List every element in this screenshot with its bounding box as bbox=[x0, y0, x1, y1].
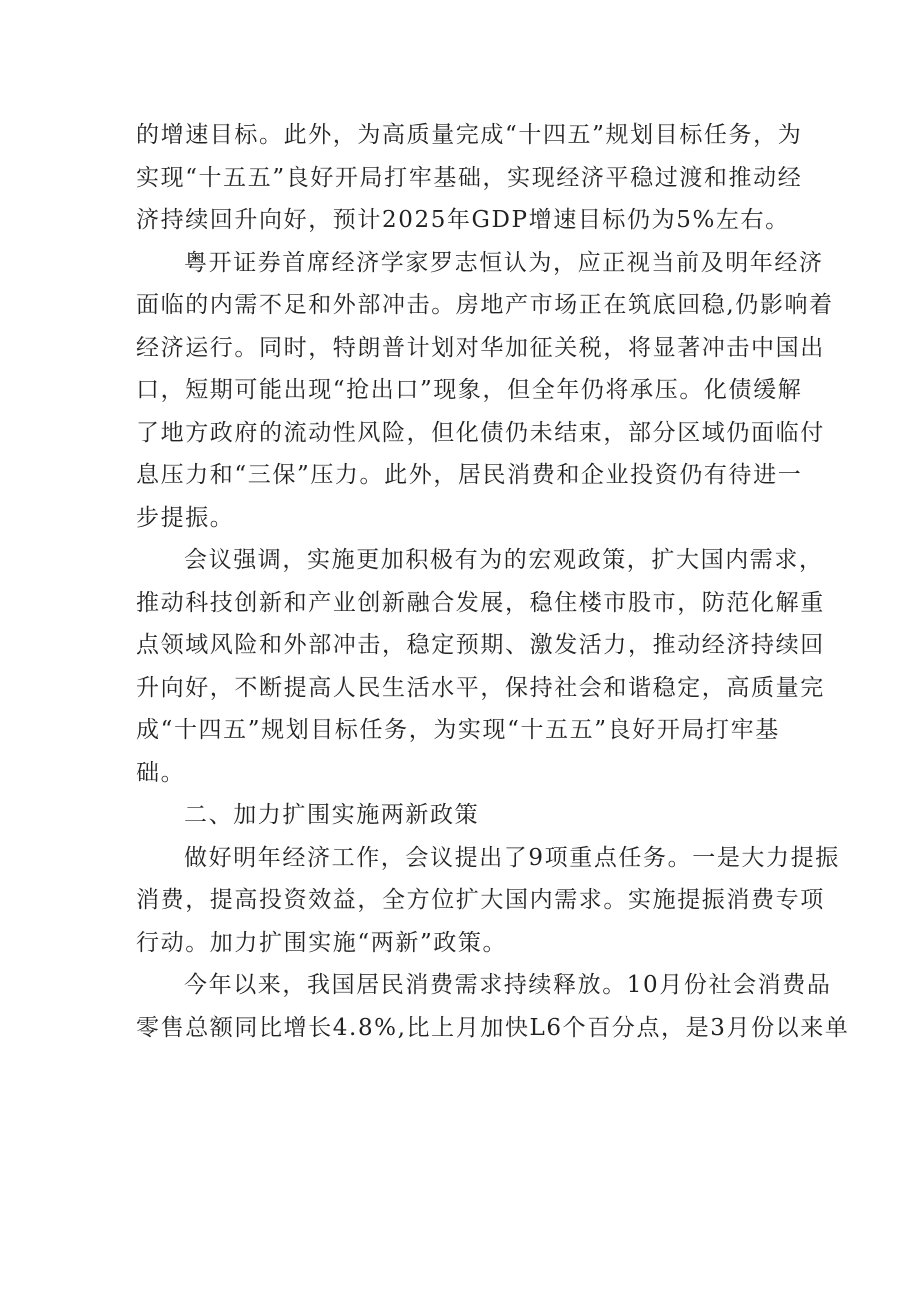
text-line: 经济运行。同时，特朗普计划对华加征关税，将显著冲击中国出 bbox=[136, 334, 825, 361]
text-line: 面临的内需不足和外部冲击。房地产市场正在筑底回稳,仍影响着 bbox=[136, 292, 834, 318]
text-line: 升向好，不断提高人民生活水平，保持社会和谐稳定，高质量完 bbox=[136, 674, 825, 701]
section-heading: 二、加力扩围实施两新政策 bbox=[184, 802, 480, 828]
text-line: 会议强调，实施更加积极有为的宏观政策，扩大国内需求， bbox=[184, 547, 824, 573]
paragraph-4 bbox=[136, 837, 840, 965]
text-line: 成“十四五”规划目标任务，为实现“十五五”良好开局打牢基 bbox=[136, 717, 780, 743]
text-line: 济持续回升向好，预计2025年GDP增速目标仍为5%左右。 bbox=[136, 207, 790, 233]
text-line: 点领域风险和外部冲击，稳定预期、激发活力，推动经济持续回 bbox=[136, 632, 825, 658]
text-line: 息压力和“三保”压力。此外，居民消费和企业投资仍有待进一 bbox=[136, 462, 803, 488]
paragraph-3 bbox=[136, 539, 825, 794]
text-line: 行动。加力扩围实施“两新”政策。 bbox=[136, 929, 508, 956]
text-line: 步提振。 bbox=[136, 504, 235, 531]
document-page bbox=[136, 114, 850, 1049]
text-line: 了地方政府的流动性风险，但化债仍未结束，部分区域仍面临付 bbox=[136, 419, 825, 446]
text-line: 的增速目标。此外，为高质量完成“十四五”规划目标任务，为 bbox=[136, 122, 803, 148]
text-line: 今年以来，我国居民消费需求持续释放。10月份社会消费品 bbox=[184, 972, 832, 998]
paragraph-2 bbox=[136, 242, 834, 540]
text-line: 零售总额同比增长4.8%,比上月加快L6个百分点，是3月份以来单 bbox=[136, 1014, 850, 1041]
text-line: 实现“十五五”良好开局打牢基础，实现经济平稳过渡和推动经 bbox=[136, 164, 803, 191]
paragraph-5 bbox=[136, 964, 850, 1049]
text-line: 消费，提高投资效益，全方位扩大国内需求。实施提振消费专项 bbox=[136, 887, 825, 913]
text-line: 推动科技创新和产业创新融合发展，稳住楼市股市，防范化解重 bbox=[136, 589, 825, 616]
text-line: 粤开证券首席经济学家罗志恒认为，应正视当前及明年经济 bbox=[184, 249, 824, 276]
text-line: 做好明年经济工作，会议提出了9项重点任务。一是大力提振 bbox=[184, 844, 840, 871]
paragraph-1 bbox=[136, 114, 803, 242]
text-line: 口，短期可能出现“抢出口”现象，但全年仍将承压。化债缓解 bbox=[136, 377, 803, 403]
text-line: 础。 bbox=[136, 759, 186, 786]
